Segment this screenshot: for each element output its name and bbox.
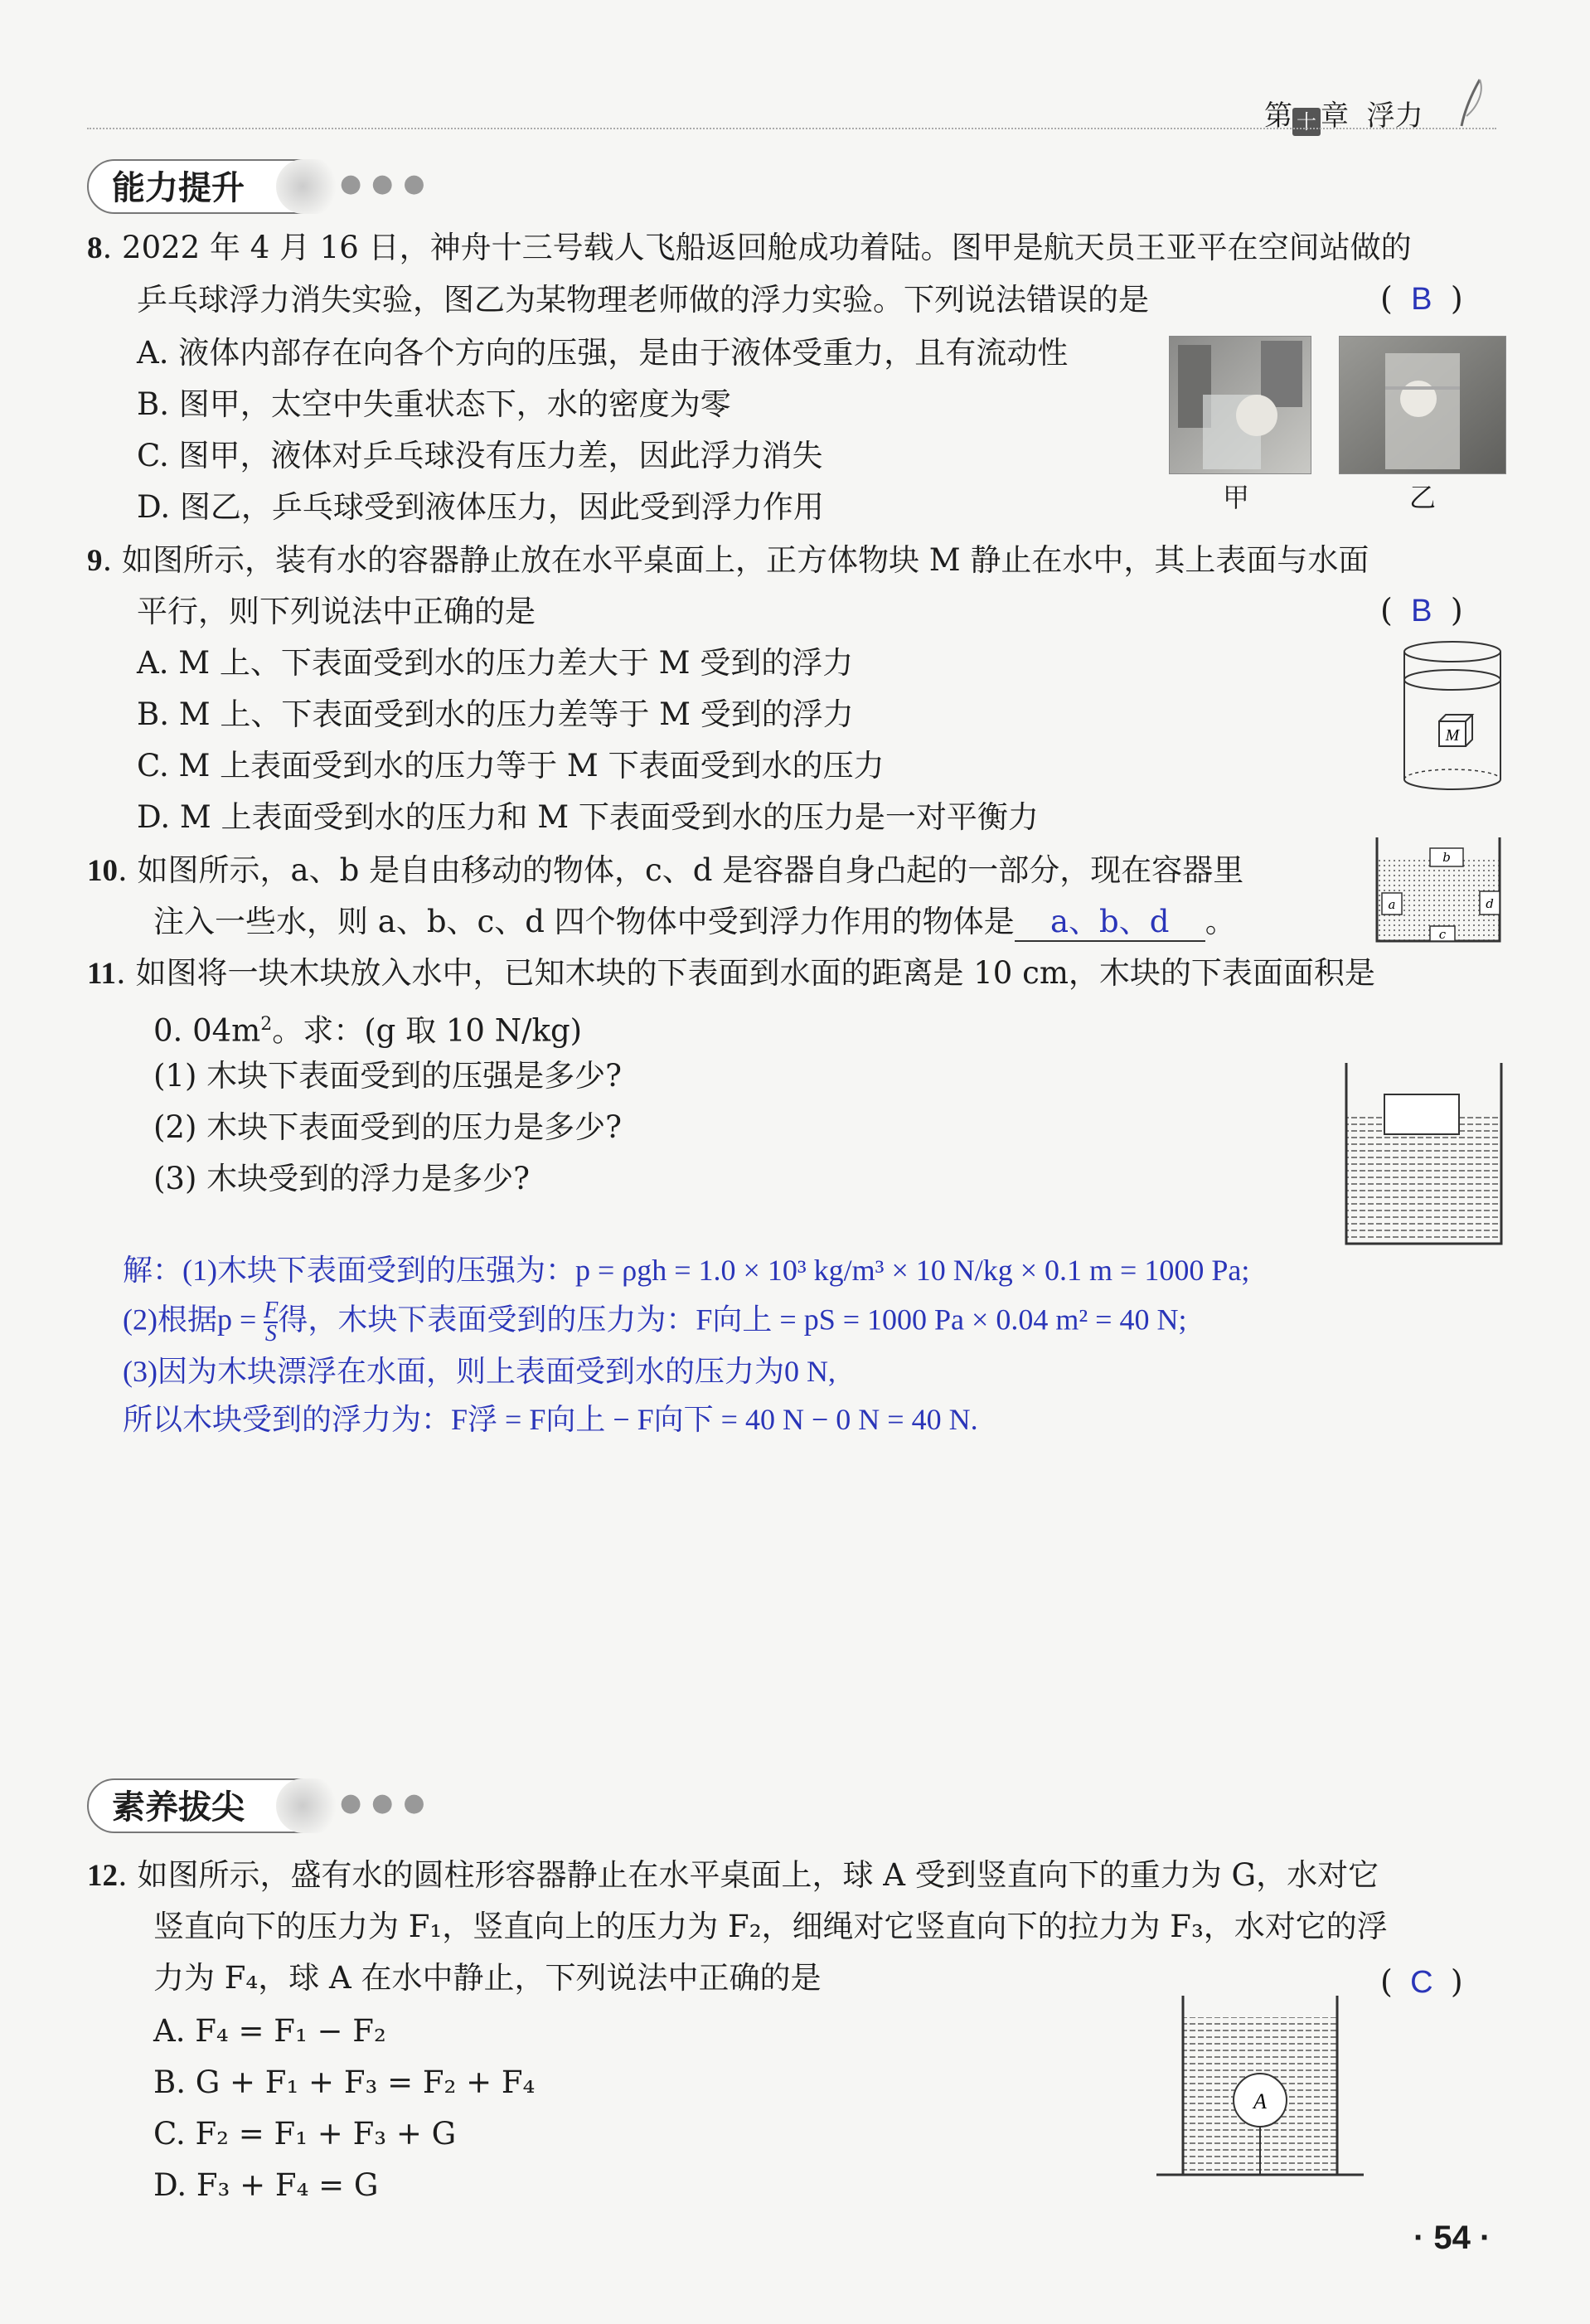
q9-option-b: B. M 上、下表面受到水的压力差等于 M 受到的浮力 <box>137 696 854 732</box>
q12-answer: C <box>1410 1965 1433 2000</box>
q11-text-line2-a: 0. 04m <box>153 1012 261 1049</box>
q12-text-line1: . 如图所示，盛有水的圆柱形容器静止在水平桌面上，球 A 受到竖直向下的重力为 G，水对它 <box>118 1857 1379 1893</box>
q12-label-a: A <box>1253 2089 1267 2113</box>
chapter-number-badge: 十 <box>1292 108 1321 136</box>
page-number: · 54 · <box>1413 2220 1491 2256</box>
q8-option-b: B. 图甲，太空中失重状态下，水的密度为零 <box>137 386 731 422</box>
section-dots-2: ●●● <box>340 1788 435 1817</box>
q9-option-d: D. M 上表面受到水的压力和 M 下表面受到水的压力是一对平衡力 <box>137 799 1039 835</box>
q10-line2 <box>153 904 1236 942</box>
q12-text-line2: 竖直向下的压力为 F₁，竖直向上的压力为 F₂，细绳对它竖直向下的拉力为 F₃，水对它的浮 <box>153 1909 1388 1944</box>
q10-label-c: c <box>1438 927 1447 942</box>
q10-label-a: a <box>1388 897 1396 912</box>
q9-answer: B <box>1411 594 1432 628</box>
q9-option-c: C. M 上表面受到水的压力等于 M 下表面受到水的压力 <box>137 748 885 784</box>
chapter-suffix: 章 <box>1321 99 1349 133</box>
q8-text-line2: 乒乓球浮力消失实验，图乙为某物理老师做的浮力实验。下列说法错误的是 <box>137 282 1149 318</box>
q8-line1 <box>87 230 1412 267</box>
q10-line1 <box>87 852 1243 890</box>
q10-label-d: d <box>1486 896 1494 911</box>
q12-line1 <box>87 1857 1379 1895</box>
q8-text-line1: . 2022 年 4 月 16 日，神舟十三号载人飞船返回舱成功着陆。图甲是航天员王亚平在空间站做的 <box>102 230 1412 265</box>
section-dots: ●●● <box>340 169 435 198</box>
q9-option-a: A. M 上、下表面受到水的压力差大于 M 受到的浮力 <box>137 645 854 681</box>
q11-number: 11 <box>87 957 116 991</box>
q11-text-line2-b: 。求：(g 取 10 N/kg) <box>272 1012 583 1049</box>
q11-line1 <box>87 955 1375 992</box>
q9-figure-cylinder <box>1401 638 1505 796</box>
header-divider <box>87 128 1496 129</box>
q8-option-d: D. 图乙，乒乓球受到液体压力，因此受到浮力作用 <box>137 489 824 525</box>
q8-answer-paren: ( B ) <box>1380 280 1463 317</box>
q11-solution-2b: 得，木块下表面受到的压力为：F向上 = pS = 1000 Pa × 0.04 m² = 40 N; <box>278 1303 1187 1337</box>
q12-answer-paren: ( C ) <box>1380 1963 1463 2000</box>
q11-sub-1: (1) 木块下表面受到的压强是多少? <box>153 1058 623 1094</box>
q11-figure-block <box>1343 1061 1505 1248</box>
section-excellence-title: 素养拔尖 <box>112 1788 245 1827</box>
chapter-header <box>1264 93 1423 136</box>
q11-line2 <box>153 1007 582 1049</box>
q11-solution-2 <box>123 1300 1186 1345</box>
section-ability-title: 能力提升 <box>112 169 245 207</box>
q11-solution-3: (3)因为木块漂浮在水面，则上表面受到水的压力为0 N, <box>123 1355 836 1388</box>
q12-option-a: A. F₄ = F₁ − F₂ <box>153 2013 386 2049</box>
caption-jia: 甲 <box>1223 482 1250 513</box>
q10-text-line1: . 如图所示，a、b 是自由移动的物体，c、d 是容器自身凸起的一部分，现在容器里 <box>118 852 1244 888</box>
q8-option-c: C. 图甲，液体对乒乓球没有压力差，因此浮力消失 <box>137 438 823 473</box>
feather-icon <box>1455 78 1488 128</box>
q10-number: 10 <box>87 854 118 888</box>
q11-sub-3: (3) 木块受到的浮力是多少? <box>153 1161 531 1196</box>
q10-text-line2: 注入一些水，则 a、b、c、d 四个物体中受到浮力作用的物体是 <box>153 904 1015 939</box>
q8-number: 8 <box>87 231 103 265</box>
q9-text-line1: . 如图所示，装有水的容器静止放在水平桌面上，正方体物块 M 静止在水中，其上表面与水面 <box>102 542 1369 578</box>
q9-line1 <box>87 542 1369 580</box>
q12-number: 12 <box>87 1859 118 1893</box>
q12-text-line3: 力为 F₄，球 A 在水中静止，下列说法中正确的是 <box>153 1960 822 1996</box>
q10-period: 。 <box>1205 904 1236 939</box>
section-ability-tab <box>87 159 311 214</box>
q9-answer-paren: ( B ) <box>1380 592 1463 628</box>
q11-fraction-bottom: S <box>264 1321 277 1346</box>
q12-option-c: C. F₂ = F₁ + F₃ + G <box>153 2116 457 2152</box>
q11-sup: 2 <box>260 1014 273 1035</box>
q11-text-line1: . 如图将一块木块放入水中，已知木块的下表面到水面的距离是 10 cm，木块的下表面面积是 <box>115 955 1375 991</box>
tab-fade-decoration <box>276 159 342 214</box>
chapter-title: 浮力 <box>1366 99 1423 133</box>
q12-figure-container <box>1156 1994 1364 2185</box>
q10-figure-container <box>1372 833 1505 945</box>
q11-fraction-top: F <box>264 1298 279 1323</box>
q10-label-b: b <box>1442 850 1451 865</box>
q8-answer: B <box>1411 282 1432 317</box>
q12-option-d: D. F₃ + F₄ = G <box>153 2167 379 2203</box>
q11-solution-1: 解：(1)木块下表面受到的压强为：p = ρgh = 1.0 × 10³ kg/m³ × 10 N/kg × 0.1 m = 1000 Pa; <box>123 1254 1250 1287</box>
section-excellence-tab <box>87 1778 311 1833</box>
q9-text-line2: 平行，则下列说法中正确的是 <box>137 594 536 629</box>
q12-option-b: B. G + F₁ + F₃ = F₂ + F₄ <box>153 2064 536 2100</box>
photo-jia <box>1169 336 1311 474</box>
q11-sub-2: (2) 木块下表面受到的压力是多少? <box>153 1109 623 1145</box>
q9-label-m: M <box>1445 726 1460 745</box>
q9-number: 9 <box>87 544 103 578</box>
caption-yi: 乙 <box>1409 482 1437 513</box>
q8-option-a: A. 液体内部存在向各个方向的压强，是由于液体受重力，且有流动性 <box>137 335 1069 371</box>
q11-solution-2a: (2)根据p = <box>123 1303 264 1337</box>
chapter-prefix: 第 <box>1264 99 1292 133</box>
q11-solution-4: 所以木块受到的浮力为：F浮 = F向上 − F向下 = 40 N − 0 N = 40 N. <box>123 1403 978 1436</box>
q11-fraction <box>264 1300 278 1345</box>
tab-fade-decoration-2 <box>276 1778 342 1833</box>
q10-answer-blank: a、b、d <box>1015 904 1205 942</box>
photo-yi <box>1339 336 1506 474</box>
